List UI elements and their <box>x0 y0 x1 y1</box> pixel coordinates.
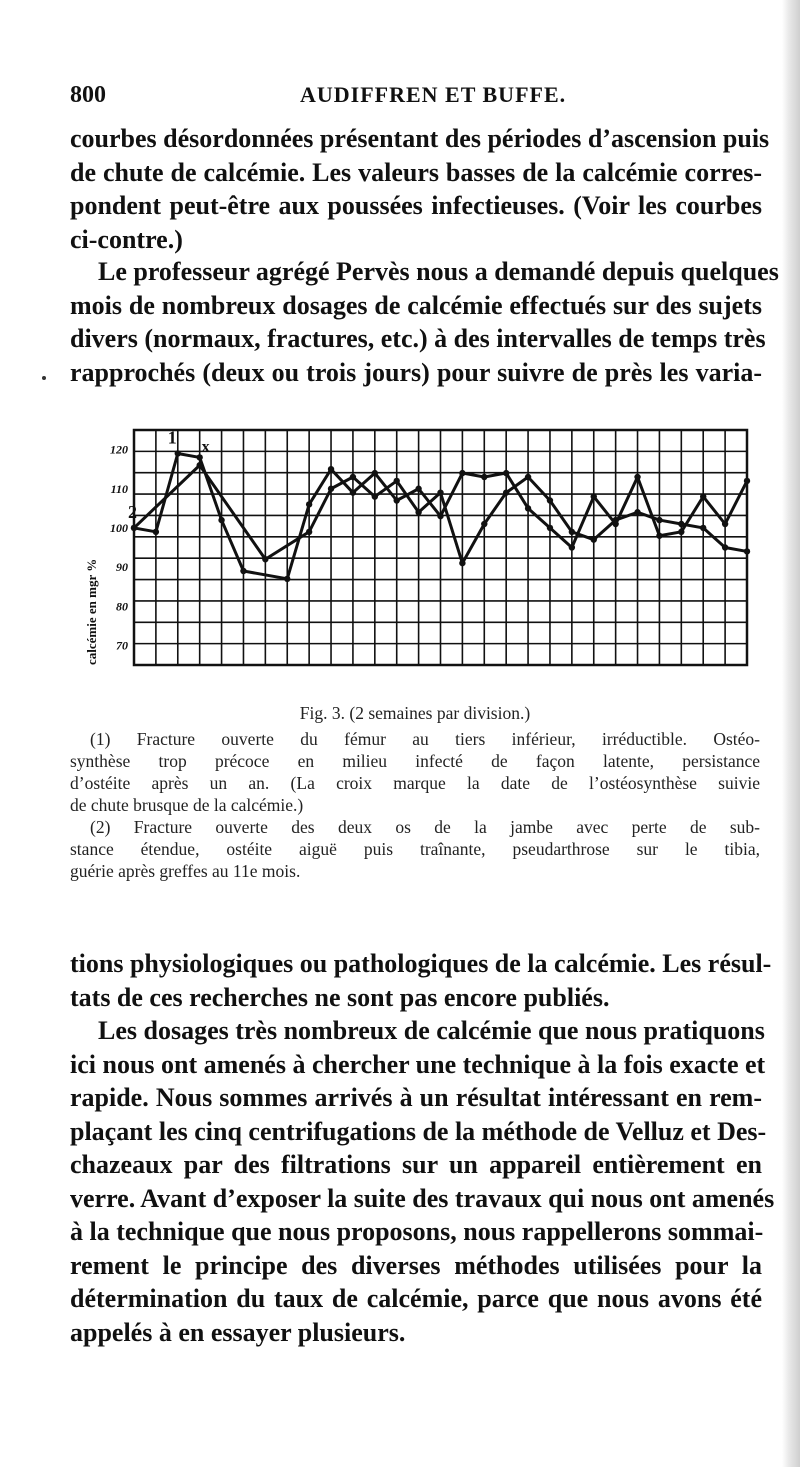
margin-dot <box>42 376 46 380</box>
page-edge-shadow <box>782 0 800 1467</box>
caption-line: d’ostéite après un an. (La croix marque la date de l’ostéosynthèse suivie <box>70 773 760 793</box>
text-line: verre. Avant d’exposer la suite des travaux qui nous ont amenés <box>70 1183 775 1213</box>
data-point <box>459 470 465 476</box>
data-point <box>569 544 575 550</box>
text-line: chazeaux par des filtrations sur un appareil entièrement en <box>70 1150 762 1179</box>
data-point <box>678 521 684 527</box>
caption-line: stance étendue, ostéite aiguë puis traînante, pseudarthrose sur le tibia, <box>70 839 760 859</box>
y-tick-label: 120 <box>110 442 128 457</box>
data-point <box>744 548 750 554</box>
paragraph-2 <box>70 255 779 389</box>
data-point <box>744 478 750 484</box>
text-line: divers (normaux, fractures, etc.) à des intervalles de temps très <box>70 324 766 353</box>
data-point <box>459 560 465 566</box>
data-point <box>634 474 640 480</box>
data-point <box>437 489 443 495</box>
y-tick-label: 90 <box>116 560 128 575</box>
data-point <box>700 493 706 499</box>
data-point <box>569 529 575 535</box>
data-point <box>131 525 137 531</box>
running-title: AUDIFFREN ET BUFFE. <box>300 82 567 107</box>
data-point <box>525 474 531 480</box>
text-line: ci-contre.) <box>70 224 183 254</box>
data-point <box>415 509 421 515</box>
text-line: Les dosages très nombreux de calcémie que nous pratiquons <box>98 1016 765 1045</box>
text-line: de chute de calcémie. Les valeurs basses de la calcémie corres- <box>70 157 762 187</box>
y-tick-label: 100 <box>110 520 128 535</box>
data-point <box>328 486 334 492</box>
text-line: mois de nombreux dosages de calcémie effectués sur des sujets <box>70 290 762 320</box>
y-axis-label: calcémie en mgr % <box>84 558 99 665</box>
data-point <box>634 509 640 515</box>
data-point <box>700 525 706 531</box>
osteosynthesis-cross: x <box>201 438 210 456</box>
paragraph-4 <box>70 1014 775 1349</box>
caption-line: (1) Fracture ouverte du fémur au tiers inférieur, irréductible. Ostéo- <box>90 729 760 749</box>
data-point <box>218 517 224 523</box>
data-point <box>196 462 202 468</box>
data-point <box>656 517 662 523</box>
text-line: rement le principe des diverses méthodes utilisées pour la <box>70 1250 762 1280</box>
figure-title: Fig. 3. (2 semaines par division.) <box>299 703 531 723</box>
text-line: rapprochés (deux ou trois jours) pour suivre de près les varia- <box>70 357 762 387</box>
data-point <box>284 576 290 582</box>
data-point <box>394 497 400 503</box>
text-line: Le professeur agrégé Pervès nous a demandé depuis quelques <box>98 257 779 286</box>
data-point <box>547 497 553 503</box>
data-point <box>328 466 334 472</box>
paragraph-3 <box>70 947 772 1014</box>
data-point <box>503 470 509 476</box>
data-point <box>394 478 400 484</box>
data-point <box>481 521 487 527</box>
data-point <box>350 489 356 495</box>
data-point <box>612 517 618 523</box>
data-point <box>153 529 159 535</box>
figure-note-1 <box>70 728 760 816</box>
data-point <box>437 513 443 519</box>
text-line: tions physiologiques ou pathologiques de la calcémie. Les résul- <box>70 949 772 978</box>
data-point <box>591 493 597 499</box>
data-point <box>525 505 531 511</box>
caption-line: (2) Fracture ouverte des deux os de la jambe avec perte de sub- <box>90 817 760 837</box>
text-line: ici nous ont amenés à chercher une technique à la fois exacte et <box>70 1049 766 1079</box>
data-point <box>547 525 553 531</box>
data-point <box>481 474 487 480</box>
text-line: pondent peut-être aux poussées infectieuses. (Voir les courbes <box>70 191 762 220</box>
text-line: rapide. Nous sommes arrivés à un résultat intéressant en rem- <box>70 1083 762 1112</box>
y-tick-label: 70 <box>116 638 128 653</box>
series-label-2: 2 <box>128 501 137 522</box>
series-label-1: 1 <box>167 427 177 448</box>
chart-svg <box>70 420 760 680</box>
y-tick-label: 80 <box>116 599 128 614</box>
figure-note-2 <box>70 816 760 882</box>
data-point <box>175 450 181 456</box>
text-line: plaçant les cinq centrifugations de la méthode de Velluz et Des- <box>70 1116 767 1146</box>
y-tick-label: 110 <box>110 481 128 496</box>
data-point <box>306 501 312 507</box>
figure-caption <box>70 702 760 882</box>
caption-line: de chute brusque de la calcémie.) <box>70 795 304 815</box>
calcemia-chart <box>70 420 760 680</box>
data-point <box>591 536 597 542</box>
data-point <box>503 489 509 495</box>
data-point <box>306 529 312 535</box>
data-point <box>240 568 246 574</box>
data-point <box>415 486 421 492</box>
text-line: à la technique que nous proposons, nous rappellerons sommai- <box>70 1217 764 1246</box>
data-point <box>372 470 378 476</box>
data-point <box>722 521 728 527</box>
text-line: appelés à en essayer plusieurs. <box>70 1317 406 1347</box>
data-point <box>372 493 378 499</box>
data-point <box>262 556 268 562</box>
text-line: courbes désordonnées présentant des périodes d’ascension puis <box>70 124 770 153</box>
caption-line: guérie après greffes au 11e mois. <box>70 861 301 881</box>
data-point <box>722 544 728 550</box>
data-point <box>678 529 684 535</box>
caption-line: synthèse trop précoce en milieu infecté de façon latente, persistance <box>70 751 760 771</box>
data-point <box>656 533 662 539</box>
paragraph-1 <box>70 122 770 256</box>
text-line: tats de ces recherches ne sont pas encore publiés. <box>70 982 610 1012</box>
data-point <box>350 474 356 480</box>
page-number: 800 <box>70 82 106 108</box>
running-head <box>70 82 760 116</box>
text-line: détermination du taux de calcémie, parce que nous avons été <box>70 1284 762 1313</box>
